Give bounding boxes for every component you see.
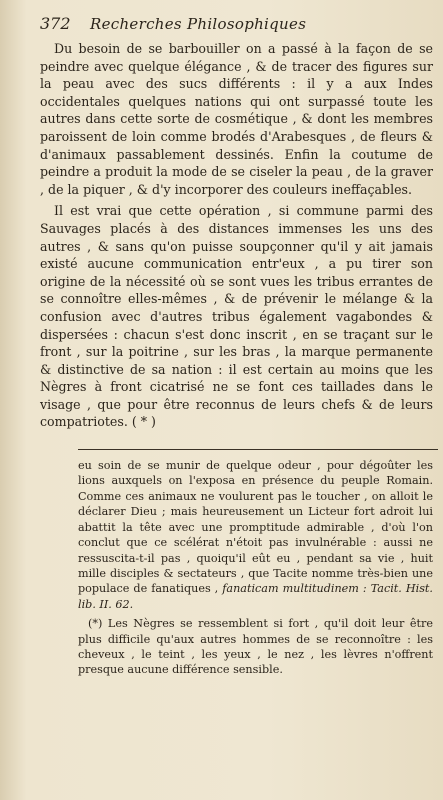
page-header [40,14,433,40]
footnote-note: (*) Les Nègres se ressemblent si fort , qu'il doit leur être plus difficile qu'aux autres hommes de se reconnoître : les cheveux , le teint , les yeux , le nez , les lèvres n'offrent presque aucune différence sensible. [78,617,433,677]
footnote-divider [78,449,438,450]
footnote-citation: fanaticam multitudinem : Tacit. Hist. lib. II. 62. [78,582,433,611]
paragraph: Il est vrai que cette opération , si commune parmi des Sauvages placés à des distances immenses les uns des autres , & sans qu'on puisse soupçonner qu'il y ait jamais existé aucune communication entr'eux , a pu tirer son origine de la nécessité où se sont vues les tribus errantes de se connoître elles-mêmes , & de prévenir le mélange & la confusion avec d'autres tribus également vagabondes & dispersées : chacun s'est donc inscrit , en se traçant sur le front , sur la poitrine , sur les bras , la marque permanente & distinctive de sa nation : il est certain au moins que les Nègres à front cicatrisé ne se font ces taillades dans le visage , que pour être reconnus de leurs chefs & de leurs compatriotes. ( * ) [40,203,433,430]
running-title: Recherches Philosophiques [90,15,307,33]
footnotes [78,458,433,678]
main-text [40,40,433,431]
page-number: 372 [40,14,71,33]
footnote-continued [78,458,433,612]
paragraph: Du besoin de se barbouiller on a passé à la façon de se peindre avec quelque élégance , & de tracer des figures sur la peau avec des sucs différents : il y a aux Indes occidentales quelques nations qui ont surpassé toute les autres dans cette sorte de cosmétique , & dont les membres paroissent de loin comme brodés d'Arabesques , de fleurs & d'animaux passablement dessinés. Enfin la coutume de peindre a produit la mode de se ciseler la peau , de la graver , de la piquer , & d'y incorporer des couleurs ineffaçables. [40,41,433,197]
footnote-continued-text: eu soin de se munir de quelque odeur , pour dégoûter les lions auxquels on l'exposa en présence du peuple Romain. Comme ces animaux ne voulurent pas le toucher , on alloit le déclarer Dieu ; mais heureusement un Licteur fort adroit lui abattit la tête avec une promptitude admirable , d'où l'on conclut que ce scélérat n'étoit pas invulnérable : aussi ne ressuscita-t-il pas , quoiqu'il eût eu , pendant sa vie , huit mille disciples & sectateurs , que Tacite nomme très-bien une populace de fanatiques , [78,459,433,596]
